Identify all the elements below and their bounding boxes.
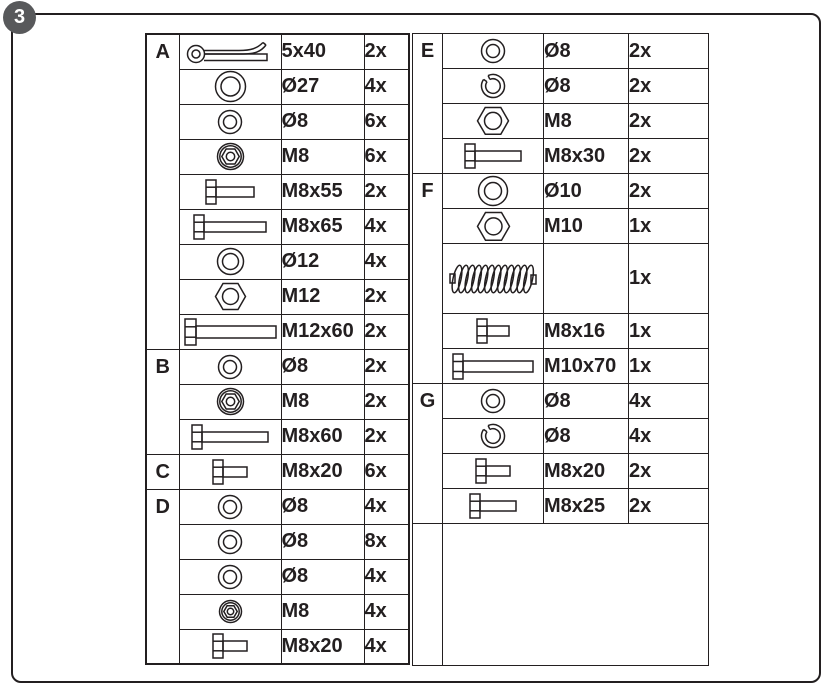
part-icon-cell (179, 629, 281, 664)
step-badge (3, 1, 36, 34)
part-icon-cell (443, 419, 544, 454)
hex-nut-m10-icon (476, 214, 511, 236)
part-size-label: M8x20 (281, 454, 364, 489)
part-row (413, 209, 709, 244)
part-qty: 6x (364, 454, 409, 489)
part-qty: 2x (629, 104, 709, 139)
bolt-m10x70-icon (452, 354, 534, 376)
part-row (146, 524, 409, 559)
part-row (413, 34, 709, 69)
part-row (146, 419, 409, 454)
part-row (146, 454, 409, 489)
part-qty: 2x (629, 174, 709, 209)
parts-table-right (412, 33, 709, 666)
part-size-label: M8x65 (281, 209, 364, 244)
part-row (413, 174, 709, 209)
part-size-label: M8x16 (544, 314, 629, 349)
part-qty: 2x (364, 174, 409, 209)
part-row (146, 69, 409, 104)
part-qty: 4x (629, 384, 709, 419)
part-size-label: Ø8 (544, 34, 629, 69)
part-size-label: Ø10 (544, 174, 629, 209)
part-qty: 4x (364, 489, 409, 524)
bolt-m8x60-icon (191, 425, 269, 447)
part-icon-cell (179, 69, 281, 104)
part-icon-cell (443, 349, 544, 384)
part-size-label: M8 (544, 104, 629, 139)
part-row (413, 384, 709, 419)
part-row (413, 244, 709, 314)
part-icon-cell (179, 279, 281, 314)
part-icon-cell (443, 34, 544, 69)
section-letter-A (146, 34, 179, 349)
part-icon-cell (179, 174, 281, 209)
part-icon-cell (179, 314, 281, 349)
part-qty: 1x (629, 349, 709, 384)
part-row (146, 384, 409, 419)
part-qty: 2x (629, 34, 709, 69)
part-size-label: Ø8 (544, 419, 629, 454)
part-row (413, 489, 709, 524)
part-row (413, 139, 709, 174)
part-icon-cell (179, 524, 281, 559)
part-row (146, 244, 409, 279)
part-qty: 4x (364, 209, 409, 244)
part-size-label: Ø8 (281, 104, 364, 139)
step-number: 3 (13, 6, 26, 28)
section-letter-label: G (419, 390, 436, 412)
part-row (146, 279, 409, 314)
washer-8-icon (217, 495, 243, 517)
part-size-label: M12 (281, 279, 364, 314)
part-icon-cell (179, 384, 281, 419)
part-row (146, 34, 409, 69)
washer-12-icon (216, 250, 245, 272)
part-qty: 4x (364, 244, 409, 279)
part-size-label: Ø27 (281, 69, 364, 104)
part-icon-cell (443, 209, 544, 244)
bolt-m8x25-icon (469, 494, 517, 516)
part-qty: 4x (364, 69, 409, 104)
washer-8-icon (217, 565, 243, 587)
parts-table-left (145, 33, 410, 665)
part-row (146, 629, 409, 664)
section-letter-E (413, 34, 443, 174)
part-size-label: Ø8 (281, 489, 364, 524)
part-icon-cell (179, 209, 281, 244)
bolt-m8x30-icon (464, 144, 522, 166)
spring-washer-8-icon (480, 74, 506, 96)
bolt-m8x20-icon (212, 460, 248, 482)
part-size-label: M8x20 (281, 629, 364, 664)
part-qty: 2x (364, 279, 409, 314)
part-row (413, 419, 709, 454)
part-row (146, 139, 409, 174)
spring-icon (447, 267, 539, 289)
part-size-label: M8x60 (281, 419, 364, 454)
part-row (146, 349, 409, 384)
part-row (413, 104, 709, 139)
part-size-label: M8 (281, 139, 364, 174)
lock-nut-m8-small-icon (218, 600, 243, 622)
hex-nut-m12-icon (214, 285, 247, 307)
part-icon-cell (179, 454, 281, 489)
part-size-label (544, 244, 629, 314)
bolt-m8x16-icon (476, 319, 510, 341)
part-qty: 6x (364, 104, 409, 139)
bolt-m12x60-icon (184, 320, 277, 342)
part-icon-cell (179, 34, 281, 69)
part-qty: 8x (364, 524, 409, 559)
part-qty: 2x (364, 419, 409, 454)
part-qty: 6x (364, 139, 409, 174)
part-size-label: Ø8 (281, 559, 364, 594)
washer-10-icon (477, 179, 509, 201)
part-qty: 2x (364, 34, 409, 69)
section-letter-G (413, 384, 443, 524)
part-size-label: M12x60 (281, 314, 364, 349)
part-size-label: Ø8 (544, 69, 629, 104)
part-size-label: Ø8 (281, 524, 364, 559)
spring-washer-8-icon (480, 424, 506, 446)
part-icon-cell (179, 594, 281, 629)
part-size-label: M10x70 (544, 349, 629, 384)
washer-8-icon (217, 355, 243, 377)
part-icon-cell (443, 69, 544, 104)
part-qty: 4x (364, 629, 409, 664)
part-icon-cell (443, 104, 544, 139)
lock-nut-m8-icon (216, 390, 245, 412)
bolt-m8x20-icon (212, 635, 248, 657)
part-size-label: M8x20 (544, 454, 629, 489)
part-icon-cell (179, 104, 281, 139)
part-row (146, 209, 409, 244)
part-qty: 1x (629, 244, 709, 314)
washer-8-icon (480, 39, 506, 61)
part-qty: 2x (629, 454, 709, 489)
part-row (146, 559, 409, 594)
part-row (146, 104, 409, 139)
part-icon-cell (179, 489, 281, 524)
lock-nut-m8-icon (216, 145, 245, 167)
part-qty: 1x (629, 209, 709, 244)
part-row (146, 489, 409, 524)
part-row (413, 69, 709, 104)
washer-27-icon (214, 75, 247, 97)
part-qty: 4x (364, 559, 409, 594)
part-size-label: 5x40 (281, 34, 364, 69)
part-size-label: Ø8 (281, 349, 364, 384)
part-qty: 2x (364, 384, 409, 419)
part-icon-cell (443, 244, 544, 314)
section-letter-label: B (155, 355, 170, 378)
part-icon-cell (443, 139, 544, 174)
part-qty: 2x (629, 489, 709, 524)
part-qty: 2x (629, 139, 709, 174)
section-letter-label: D (155, 495, 170, 518)
part-icon-cell (179, 419, 281, 454)
section-letter-label: F (421, 180, 434, 202)
part-icon-cell (443, 174, 544, 209)
washer-8-icon (217, 530, 243, 552)
part-size-label: M8 (281, 384, 364, 419)
part-icon-cell (179, 559, 281, 594)
bolt-m8x65-icon (193, 215, 267, 237)
part-qty: 4x (629, 419, 709, 454)
bolt-m8x20-icon (475, 459, 511, 481)
part-size-label: Ø12 (281, 244, 364, 279)
parts-table-left-body (146, 34, 409, 664)
washer-8-icon (480, 389, 506, 411)
footer-phantom-cell (413, 524, 443, 666)
part-icon-cell (179, 244, 281, 279)
section-letter-B (146, 349, 179, 454)
part-row (413, 314, 709, 349)
empty-footer-row (413, 524, 709, 666)
part-qty: 4x (364, 594, 409, 629)
part-icon-cell (443, 454, 544, 489)
part-row (413, 349, 709, 384)
part-size-label: M10 (544, 209, 629, 244)
section-letter-C (146, 454, 179, 489)
part-icon-cell (443, 489, 544, 524)
bolt-m8x55-icon (205, 180, 255, 202)
part-icon-cell (179, 139, 281, 174)
section-letter-label: C (155, 460, 170, 483)
hex-nut-m8-icon (476, 109, 510, 131)
part-size-label: M8x25 (544, 489, 629, 524)
cotter-pin-icon (185, 40, 275, 62)
part-qty: 2x (629, 69, 709, 104)
part-icon-cell (443, 314, 544, 349)
part-qty: 1x (629, 314, 709, 349)
section-letter-D (146, 489, 179, 664)
section-letter-F (413, 174, 443, 384)
part-size-label: M8 (281, 594, 364, 629)
washer-8-icon (217, 110, 243, 132)
part-icon-cell (179, 349, 281, 384)
part-row (146, 174, 409, 209)
part-icon-cell (443, 384, 544, 419)
footer-empty-cell (443, 524, 709, 666)
section-letter-label: A (155, 41, 170, 63)
part-size-label: Ø8 (544, 384, 629, 419)
part-size-label: M8x55 (281, 174, 364, 209)
part-row (146, 314, 409, 349)
section-letter-label: E (420, 40, 435, 62)
part-size-label: M8x30 (544, 139, 629, 174)
part-qty: 2x (364, 349, 409, 384)
part-row (413, 454, 709, 489)
part-qty: 2x (364, 314, 409, 349)
part-row (146, 594, 409, 629)
parts-table-right-body (413, 34, 709, 666)
